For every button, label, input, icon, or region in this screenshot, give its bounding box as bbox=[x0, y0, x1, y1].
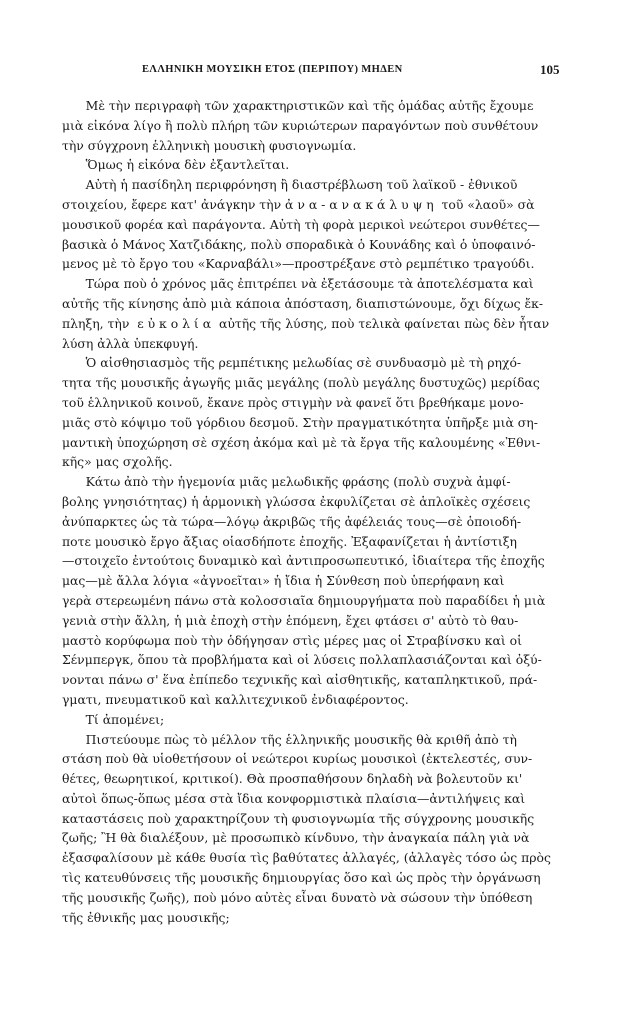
text-line: Αὐτὴ ἡ πασίδηλη περιφρόνηση ἢ διαστρέβλωση τοῦ λαϊκοῦ - ἐθνικοῦ bbox=[62, 177, 518, 193]
text-line: ἐξασφαλίσουν μὲ κάθε θυσία τὶς βαθύτατες ἀλλαγές, (ἀλλαγὲς τόσο ὡς πρὸς bbox=[62, 850, 551, 866]
text-line: γενιὰ στὴν ἄλλη, ἡ μιὰ ἐποχὴ στὴν ἑπόμενη, ἔχει φτάσει σ' αὐτὸ τὸ θαυ- bbox=[62, 612, 519, 628]
text-line: πληξη, τὴν ε ὐ κ ο λ ί α αὐτῆς τῆς λύσης, ποὺ τελικὰ φαίνεται πὼς δὲν ἦταν bbox=[62, 315, 550, 331]
text-line: Τώρα ποὺ ὁ χρόνος μᾶς ἐπιτρέπει νὰ ἐξετάσουμε τὰ ἀποτελέσματα καὶ bbox=[62, 276, 534, 292]
text-line: —στοιχεῖο ἐντούτοις δυναμικὸ καὶ ἀντιπροσωπευτικό, ἰδιαίτερα τῆς ἐποχῆς bbox=[62, 553, 545, 569]
text-line: Ὁ αἰσθησιασμὸς τῆς ρεμπέτικης μελωδίας σὲ συνδυασμὸ μὲ τὴ ρηχό- bbox=[62, 355, 522, 371]
text-line: τοῦ ἑλληνικοῦ κοινοῦ, ἔκανε πρὸς στιγμὴν νὰ φανεῖ ὅτι βρεθήκαμε μονο- bbox=[62, 394, 524, 410]
text-line: καταστάσεις ποὺ χαρακτηρίζουν τὴ φυσιογνωμία τῆς σύγχρονης μουσικῆς bbox=[62, 810, 535, 826]
text-line: ποτε μουσικὸ ἔργο ἄξιας οἱασδήποτε ἐποχῆς. Ἐξαφανίζεται ἡ ἀντίστιξη bbox=[62, 533, 517, 549]
text-line: γερὰ στερεωμένη πάνω στὰ κολοσσιαῖα δημιουργήματα ποὺ παραδίδει ἡ μιὰ bbox=[62, 592, 546, 608]
text-line: Κάτω ἀπὸ τὴν ἡγεμονία μιᾶς μελωδικῆς φράσης (πολὺ συχνὰ ἀμφί- bbox=[62, 474, 511, 490]
text-line: μαντικὴ ὑποχώρηση σὲ σχέση ἀκόμα καὶ μὲ τὰ ἔργα τῆς καλουμένης «Ἐθνι- bbox=[62, 434, 541, 450]
text-line: κῆς» μας σχολῆς. bbox=[62, 454, 173, 470]
text-line: στοιχείου, ἔφερε κατ' ἀνάγκην τὴν ἀ ν α - α ν α κ ά λ υ ψ η τοῦ «λαοῦ» σὰ bbox=[62, 196, 535, 212]
text-line: μενος μὲ τὸ ἔργο του «Καρναβάλι»—προστρέξανε στὸ ρεμπέτικο τραγούδι. bbox=[62, 256, 535, 272]
text-line: γματι, πνευματικοῦ καὶ καλλιτεχνικοῦ ἐνδιαφέροντος. bbox=[62, 691, 409, 707]
text-line: Ὅμως ἡ εἰκόνα δὲν ἐξαντλεῖται. bbox=[62, 157, 290, 173]
body-text bbox=[62, 96, 572, 927]
text-line: βασικὰ ὁ Μάνος Χατζιδάκης, πολὺ σποραδικὰ ὁ Κουνάδης καὶ ὁ ὑποφαινό- bbox=[62, 236, 536, 252]
text-line: στάση ποὺ θὰ υἱοθετήσουν οἱ νεώτεροι κυρίως μουσικοὶ (ἐκτελεστές, συν- bbox=[62, 751, 533, 767]
text-line: τὴν σύγχρονη ἑλληνικὴ μουσικὴ φυσιογνωμία. bbox=[62, 137, 357, 153]
text-line: μιᾶς στὸ κόψιμο τοῦ γόρδιου δεσμοῦ. Στὴν πραγματικότητα ὑπῆρξε μιὰ ση- bbox=[62, 414, 538, 430]
text-line: βολης γνησιότητας) ἡ ἁρμονικὴ γλώσσα ἐκφυλίζεται σὲ ἁπλοϊκὲς σχέσεις bbox=[62, 493, 531, 509]
text-line: Σένμπεργκ, ὅπου τὰ προβλήματα καὶ οἱ λύσεις πολλαπλασιάζονται καὶ ὀξύ- bbox=[62, 652, 542, 668]
text-line: Πιστεύουμε πὼς τὸ μέλλον τῆς ἑλληνικῆς μουσικῆς θὰ κριθῆ ἀπὸ τὴ bbox=[62, 731, 517, 747]
text-line: νονται πάνω σ' ἕνα ἐπίπεδο τεχνικῆς καὶ αἰσθητικῆς, καταπληκτικοῦ, πρά- bbox=[62, 672, 538, 688]
text-line: μιὰ εἰκόνα λίγο ἢ πολὺ πλήρη τῶν κυριώτερων παραγόντων ποὺ συνθέτουν bbox=[62, 117, 539, 133]
text-line: ἀνύπαρκτες ὡς τὰ τώρα—λόγῳ ἀκριβῶς τῆς ἀφέλειάς τους—σὲ ὁποιοδή- bbox=[62, 513, 522, 529]
text-line: ζωῆς; Ἢ θὰ διαλέξουν, μὲ προσωπικὸ κίνδυνο, τὴν ἀναγκαία πάλη γιὰ νὰ bbox=[62, 830, 530, 846]
text-line: λύση ἀλλὰ ὑπεκφυγή. bbox=[62, 335, 199, 351]
text-line: μας—μὲ ἄλλα λόγια «ἀγνοεῖται» ἡ ἴδια ἡ Σύνθεση ποὺ ὑπερήφανη καὶ bbox=[62, 573, 505, 589]
text-line: θέτες, θεωρητικοί, κριτικοί). Θὰ προσπαθήσουν δηλαδὴ νὰ βολευτοῦν κι' bbox=[62, 771, 523, 787]
text-line: τῆς μουσικῆς ζωῆς), ποὺ μόνο αὐτὲς εἶναι δυνατὸ νὰ σώσουν τὴν ὑπόθεση bbox=[62, 889, 533, 905]
text-line: αὐτῆς τῆς κίνησης ἀπὸ μιὰ κάποια ἀπόσταση, διαπιστώνουμε, ὄχι δίχως ἔκ- bbox=[62, 295, 544, 311]
text-line: τητα τῆς μουσικῆς ἀγωγῆς μιᾶς μεγάλης (πολὺ μεγάλης δυστυχῶς) μερίδας bbox=[62, 375, 540, 391]
text-line: τῆς ἐθνικῆς μας μουσικῆς; bbox=[62, 909, 230, 925]
text-line: αὐτοὶ ὅπως-ὅπως μέσα στὰ ἴδια κονφορμιστικὰ πλαίσια—ἀντιλήψεις καὶ bbox=[62, 790, 526, 806]
text-line: Μὲ τὴν περιγραφὴ τῶν χαρακτηριστικῶν καὶ τῆς ὁμάδας αὐτῆς ἔχουμε bbox=[62, 98, 534, 113]
text-line: μουσικοῦ φορέα καὶ παράγοντα. Αὐτὴ τὴ φορὰ μερικοὶ νεώτεροι συνθέτες— bbox=[62, 216, 540, 232]
text-line: τὶς κατευθύνσεις τῆς μουσικῆς δημιουργίας ὅσο καὶ ὡς πρὸς τὴν ὀργάνωση bbox=[62, 870, 541, 886]
running-head: ΕΛΛΗΝΙΚΗ ΜΟΥΣΙΚΗ ΕΤΟΣ (ΠΕΡΙΠΟΥ) ΜΗΔΕΝ bbox=[142, 64, 403, 75]
page-number: 105 bbox=[540, 62, 560, 77]
text-line: μαστὸ κορύφωμα ποὺ τὴν ὁδήγησαν στὶς μέρες μας οἱ Στραβίνσκυ καὶ οἱ bbox=[62, 632, 522, 648]
text-line: Τί ἀπομένει; bbox=[62, 711, 165, 727]
